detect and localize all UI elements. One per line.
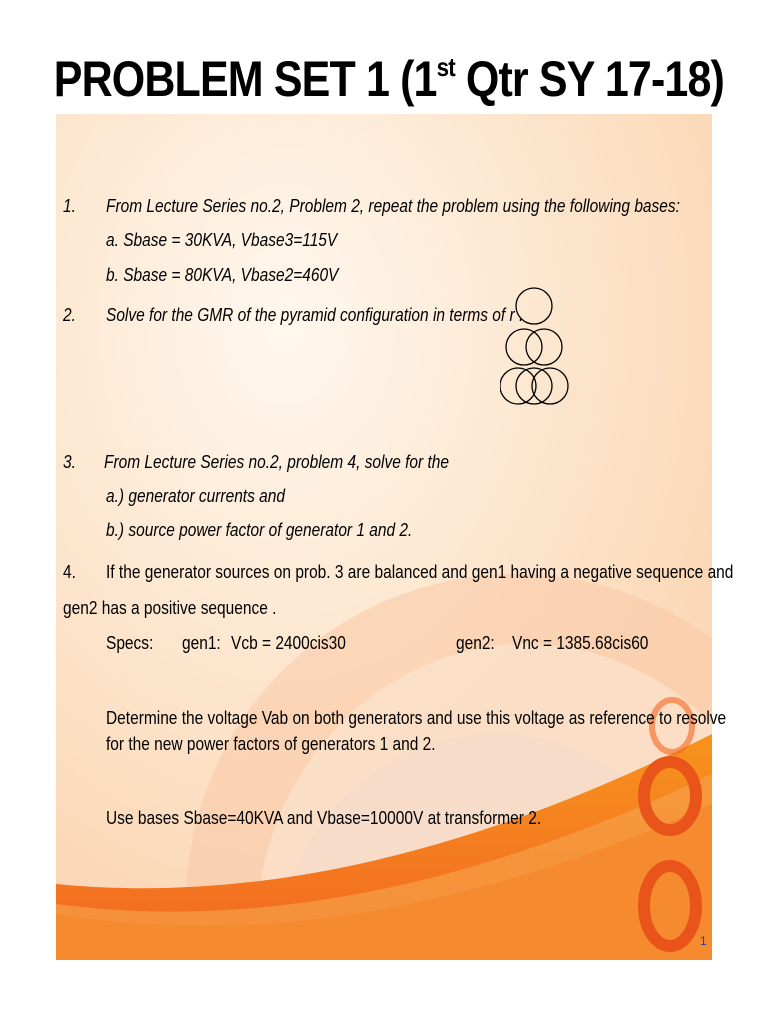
determine-line-1: Determine the voltage Vab on both generators and use this voltage as reference to resolve: [106, 708, 727, 728]
problem-3-number: 3.: [63, 452, 76, 472]
page-title: PROBLEM SET 1 (1st Qtr SY 17-18): [53, 51, 724, 107]
problem-3a: a.) generator currents and: [106, 486, 285, 506]
determine-line-2: for the new power factors of generators 1 and 2.: [106, 734, 436, 754]
specs-label: Specs:: [106, 633, 154, 653]
problem-1-number: 1.: [63, 196, 76, 216]
problem-2-text: Solve for the GMR of the pyramid configuration in terms of r .: [106, 305, 524, 325]
pyramid-conductor-diagram: [500, 286, 570, 408]
problem-3b: b.) source power factor of generator 1 and 2.: [106, 520, 413, 540]
gen2-value: Vnc = 1385.68cis60: [512, 633, 649, 653]
problem-1b: b. Sbase = 80KVA, Vbase2=460V: [106, 265, 339, 285]
problem-1-text: From Lecture Series no.2, Problem 2, repeat the problem using the following bases:: [106, 196, 680, 216]
problem-4-text-cont: gen2 has a positive sequence .: [63, 598, 277, 618]
problem-1a: a. Sbase = 30KVA, Vbase3=115V: [106, 230, 338, 250]
problem-4-text: If the generator sources on prob. 3 are balanced and gen1 having a negative sequence and: [106, 562, 734, 582]
page-number: 1: [700, 934, 707, 948]
problem-3-text: From Lecture Series no.2, problem 4, solve for the: [104, 452, 450, 472]
problem-2-number: 2.: [63, 305, 76, 325]
gen2-label: gen2:: [456, 633, 495, 653]
bases-instruction: Use bases Sbase=40KVA and Vbase=10000V at transformer 2.: [106, 808, 542, 828]
gen1-label: gen1:: [182, 633, 221, 653]
problem-4-number: 4.: [63, 562, 76, 582]
gen1-value: Vcb = 2400cis30: [231, 633, 346, 653]
